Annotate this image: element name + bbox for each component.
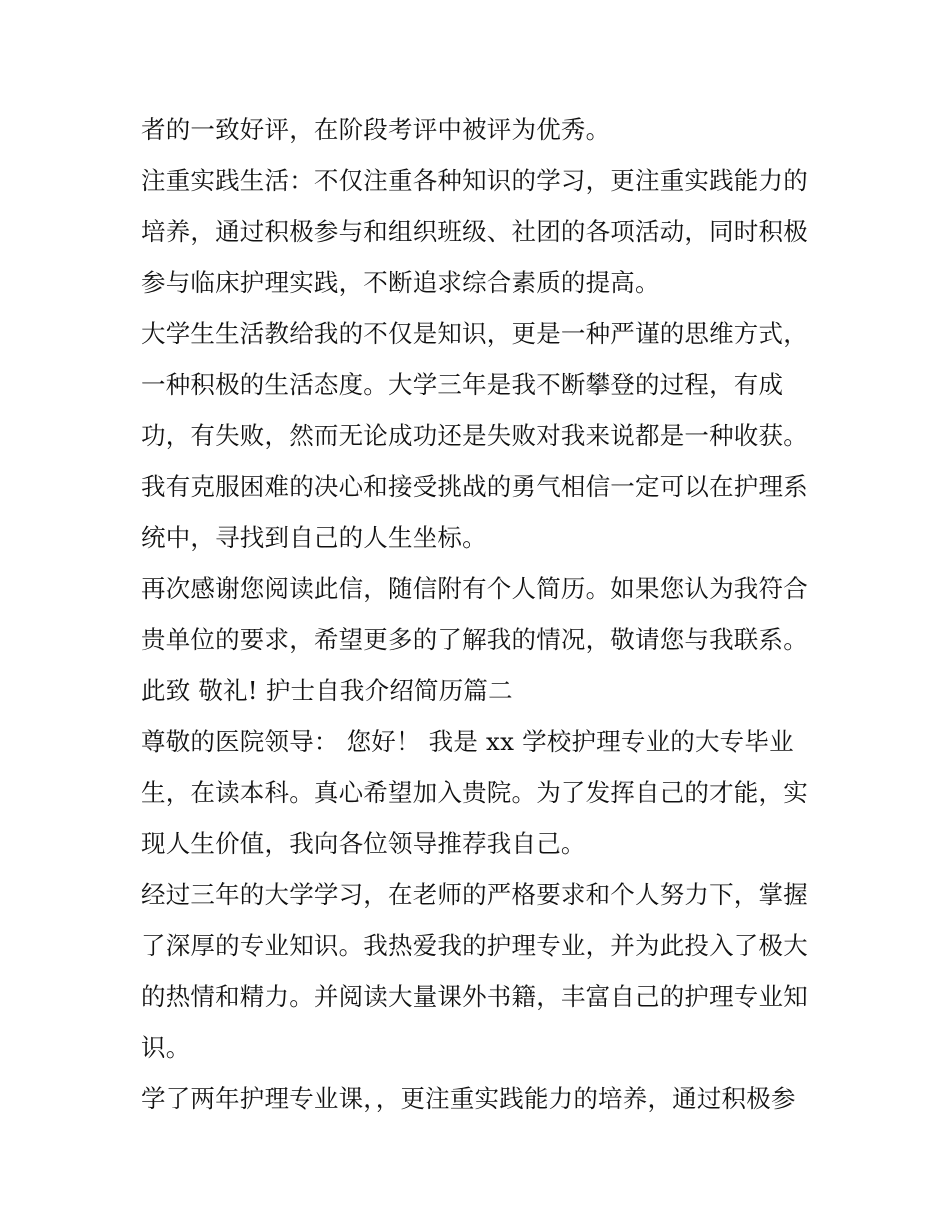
text-line: 者的一致好评，在阶段考评中被评为优秀。 [141,115,611,144]
text-line: 经过三年的大学学习，在老师的严格要求和个人努力下，掌握 [141,880,808,909]
text-line: 功，有失败，然而无论成功还是失败对我来说都是一种收获。 [141,421,808,450]
text-line: 此致 敬礼! 护士自我介绍简历篇二 [141,676,513,705]
text-line: 培养，通过积极参与和组织班级、社团的各项活动，同时积极 [141,217,808,246]
text-line: 了深厚的专业知识。我热爱我的护理专业，并为此投入了极大 [141,931,808,960]
text-line: 参与临床护理实践，不断追求综合素质的提高。 [141,268,660,297]
text-line: 尊敬的医院领导： 您好！ 我是 xx 学校护理专业的大专毕业 [141,727,794,756]
text-line: 一种积极的生活态度。大学三年是我不断攀登的过程，有成 [141,370,784,399]
text-line: 学了两年护理专业课，，更注重实践能力的培养，通过积极参 [141,1084,796,1113]
text-line: 识。 [141,1033,191,1062]
text-line: 贵单位的要求，希望更多的了解我的情况，敬请您与我联系。 [141,625,808,654]
text-line: 的热情和精力。并阅读大量课外书籍，丰富自己的护理专业知 [141,982,808,1011]
text-line: 现人生价值，我向各位领导推荐我自己。 [141,829,586,858]
text-line: 统中，寻找到自己的人生坐标。 [141,523,487,552]
text-line: 注重实践生活：不仅注重各种知识的学习，更注重实践能力的 [141,166,808,195]
text-line: 我有克服困难的决心和接受挑战的勇气相信一定可以在护理系 [141,472,808,501]
text-line: 生，在读本科。真心希望加入贵院。为了发挥自己的才能，实 [141,778,808,807]
text-line: 再次感谢您阅读此信，随信附有个人简历。如果您认为我符合 [141,574,808,603]
document-text-body [141,104,831,1124]
text-line: 大学生生活教给我的不仅是知识，更是一种严谨的思维方式， [141,319,808,348]
